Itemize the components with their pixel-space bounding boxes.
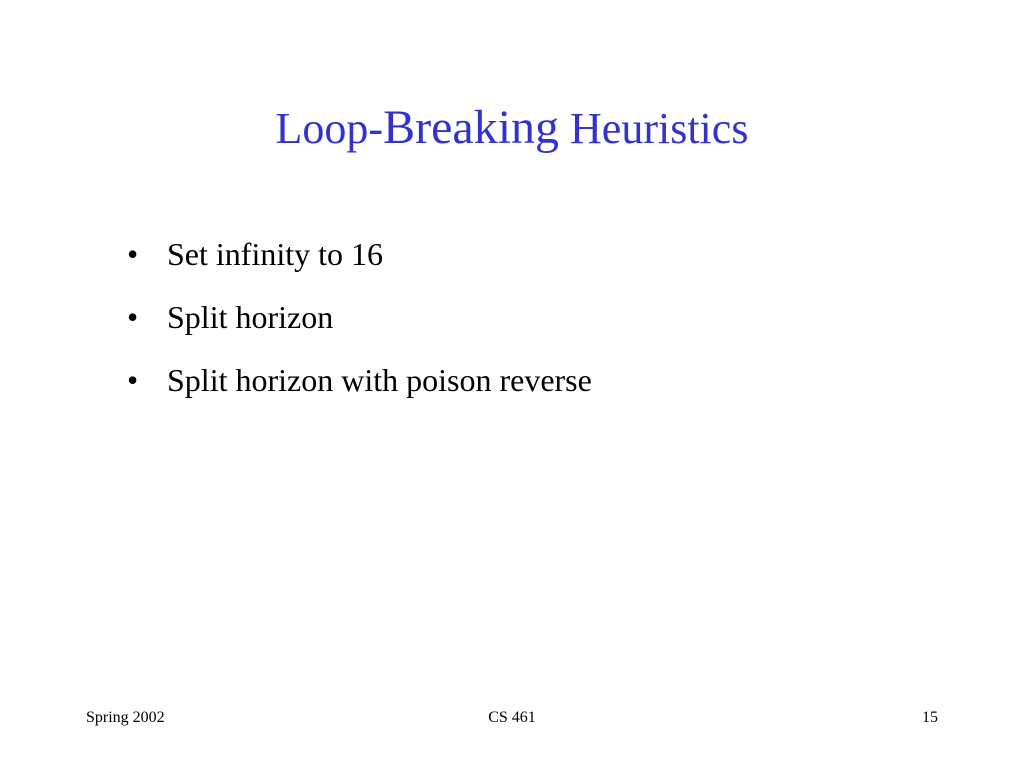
- footer-date: Spring 2002: [86, 709, 165, 726]
- slide-title: [0, 98, 1024, 159]
- bullet-icon: •: [127, 236, 139, 272]
- bullet-text: Split horizon with poison reverse: [167, 362, 592, 398]
- title-suffix: Heuristics: [559, 104, 749, 153]
- title-prefix: Loop-: [275, 104, 384, 153]
- footer-course: CS 461: [488, 709, 536, 726]
- bullet-icon: •: [127, 299, 139, 335]
- title-emphasis: Breaking: [383, 101, 560, 154]
- bullet-text: Set infinity to 16: [167, 236, 383, 272]
- bullet-item: [127, 293, 592, 341]
- footer-page-number: 15: [922, 709, 938, 726]
- bullet-item: [127, 230, 592, 278]
- bullet-list: [127, 230, 592, 419]
- bullet-text: Split horizon: [167, 299, 334, 335]
- bullet-item: [127, 356, 592, 404]
- bullet-icon: •: [127, 362, 139, 398]
